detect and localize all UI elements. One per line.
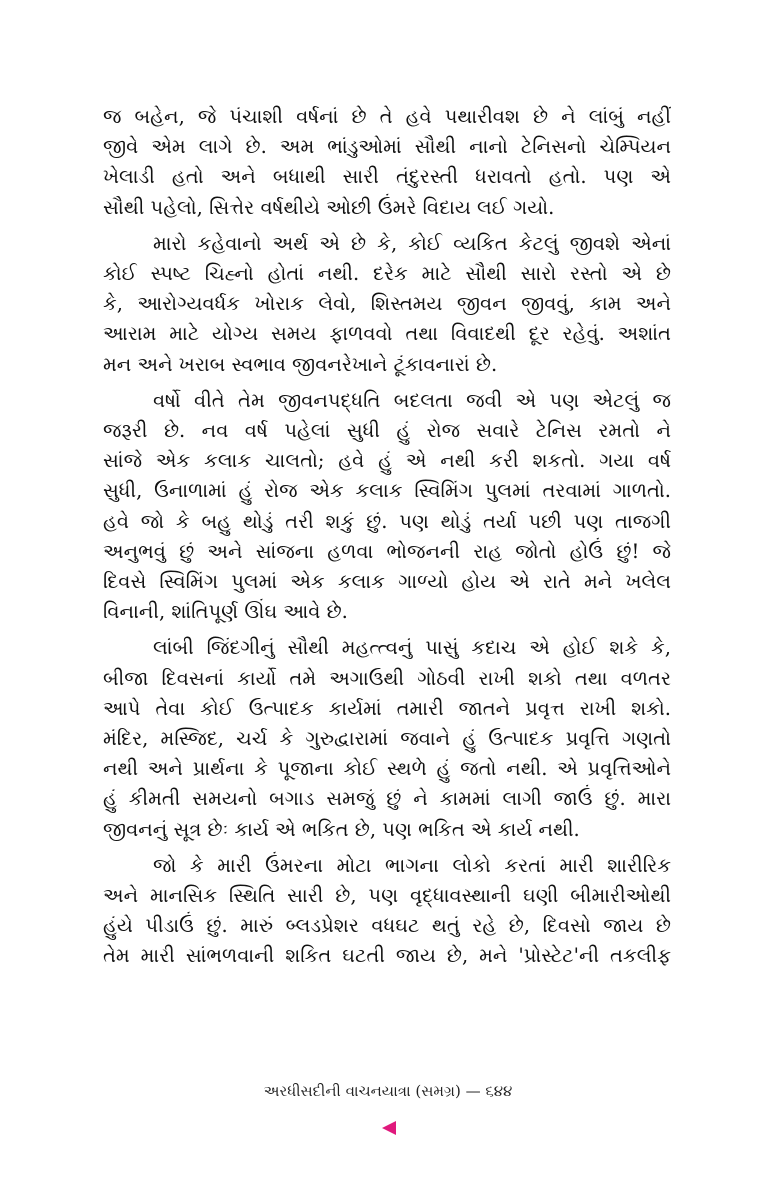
text-line: હવે જો કે બહુ થોડું તરી શકું છું. પણ થોડું તર્યા પછી પણ તાજગી <box>103 509 671 533</box>
text-line: વર્ષો વીતે તેમ જીવનપદ્ધતિ બદલતા જવી એ પણ એટલું જ <box>153 388 671 412</box>
text-line: હું કીમતી સમયનો બગાડ સમજું છું ને કામમાં લાગી જાઉં છું. મારા <box>103 787 671 811</box>
text-line: આપે તેવા કોઈ ઉત્પાદક કાર્યમાં તમારી જાતને પ્રવૃત્ત રાખી શકો. <box>103 696 671 720</box>
text-line: ખેલાડી હતો અને બધાથી સારી તંદુરસ્તી ધરાવતો હતો. પણ એ <box>103 165 671 189</box>
text-line: મંદિર, મસ્જિદ, ચર્ચ કે ગુરુદ્વારામાં જવાને હું ઉત્પાદક પ્રવૃત્તિ ગણતો <box>103 727 671 751</box>
page-footer: અરધીસદીની વાચનયાત્રા (સમગ્ર) — ૬૪૪ <box>263 1082 513 1100</box>
text-line: જીવે એમ લાગે છે. અમ ભાંડુઓમાં સૌથી નાનો ટેનિસનો ચેમ્પિયન <box>103 135 671 159</box>
text-line: વિનાની, શાંતિપૂર્ણ ઊંઘ આવે છે. <box>103 600 348 624</box>
text-line: જીવનનું સૂત્ર છેઃ કાર્ય એ ભકિત છે, પણ ભકિત એ કાર્ય નથી. <box>103 817 580 841</box>
text-line: નથી અને પ્રાર્થના કે પૂજાના કોઈ સ્થળે હું જતો નથી. એ પ્રવૃત્તિઓને <box>103 757 671 781</box>
text-line: દિવસે સ્વિમિંગ પુલમાં એક કલાક ગાળ્યો હોય એ રાતે મને ખલેલ <box>103 570 671 594</box>
paragraph-3 <box>103 386 671 628</box>
page-body <box>103 102 671 972</box>
text-line: બીજા દિવસનાં કાર્યો તમે અગાઉથી ગોઠવી રાખી શકો તથા વળતર <box>103 666 671 690</box>
text-line: સાંજે એક કલાક ચાલતો; હવે હું એ નથી કરી શકતો. ગયા વર્ષ <box>103 449 671 473</box>
text-line: તેમ મારી સાંભળવાની શકિત ઘટતી જાય છે, મને 'પ્રોસ્ટેટ'ની તકલીફ <box>103 944 671 968</box>
paragraph-4 <box>103 633 671 844</box>
text-line: લાંબી જિંદગીનું સૌથી મહત્ત્વનું પાસું કદાચ એ હોઈ શકે કે, <box>153 636 671 660</box>
text-line: કે, આરોગ્યવર્ધક ખોરાક લેવો, શિસ્તમય જીવન જીવવું, કામ અને <box>103 292 671 316</box>
text-line: જો કે મારી ઉંમરના મોટા ભાગના લોકો કરતાં મારી શારીરિક <box>153 853 671 877</box>
paragraph-1 <box>103 102 671 223</box>
paragraph-2 <box>103 229 671 380</box>
text-line: મન અને ખરાબ સ્વભાવ જીવનરેખાને ટૂંકાવનારાં છે. <box>103 352 498 376</box>
text-line: આરામ માટે યોગ્ય સમય ફાળવવો તથા વિવાદથી દૂર રહેવું. અશાંત <box>103 322 671 346</box>
text-line: કોઈ સ્પષ્ટ ચિહ્નો હોતાં નથી. દરેક માટે સૌથી સારો રસ્તો એ છે <box>103 262 671 286</box>
text-line: હુંયે પીડાઉં છું. મારું બ્લડપ્રેશર વધઘટ થતું રહે છે, દિવસો જાય છે <box>103 914 671 938</box>
paragraph-5 <box>103 851 671 972</box>
text-line: અને માનસિક સ્થિતિ સારી છે, પણ વૃદ્ધાવસ્થાની ઘણી બીમારીઓથી <box>103 884 671 908</box>
text-line: સૌથી પહેલો, સિત્તેર વર્ષથીયે ઓછી ઉંમરે વિદાય લઈ ગયો. <box>103 195 555 219</box>
text-line: જ બહેન, જે પંચાશી વર્ષનાં છે તે હવે પથારીવશ છે ને લાંબું નહીં <box>103 105 671 128</box>
prev-page-icon[interactable] <box>382 1121 396 1135</box>
text-line: અનુભવું છું અને સાંજના હળવા ભોજનની રાહ જોતો હોઉં છું! જે <box>103 539 671 563</box>
text-line: સુધી, ઉનાળામાં હું રોજ એક કલાક સ્વિમિંગ પુલમાં તરવામાં ગાળતો. <box>103 479 671 503</box>
text-line: જરૂરી છે. નવ વર્ષ પહેલાં સુધી હું રોજ સવારે ટેનિસ રમતો ને <box>103 419 671 443</box>
text-line: મારો કહેવાનો અર્થ એ છે કે, કોઈ વ્યકિત કેટલું જીવશે એનાં <box>153 231 671 255</box>
